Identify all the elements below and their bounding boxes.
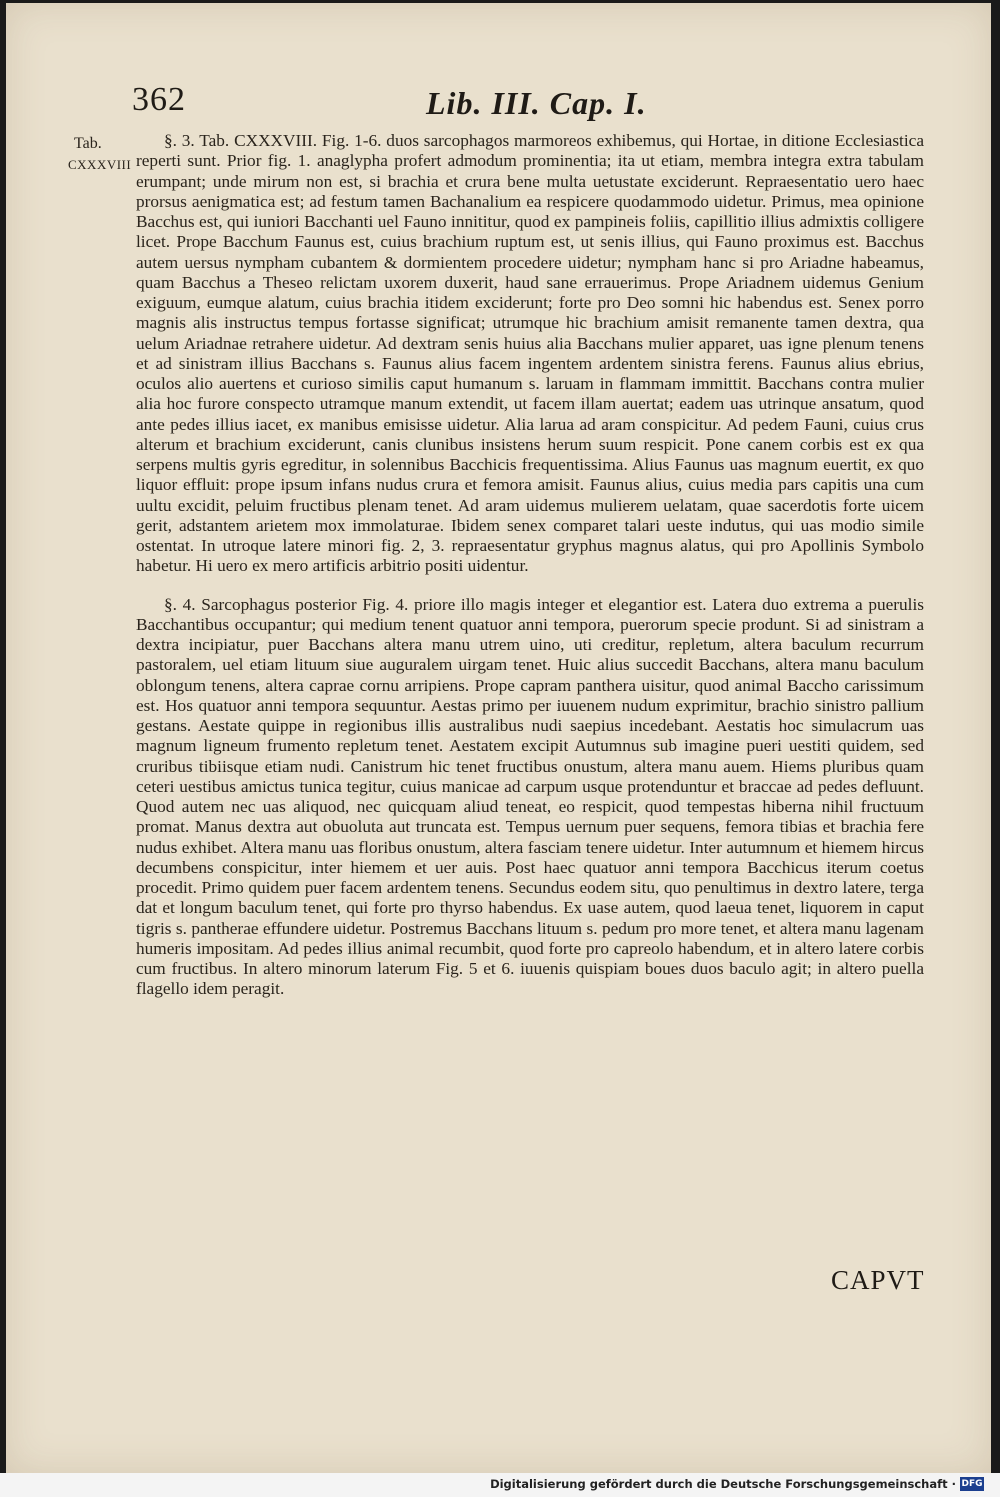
book-page <box>6 3 991 1473</box>
body-text <box>136 131 924 1000</box>
paragraph-section-4: §. 4. Sarcophagus posterior Fig. 4. priore illo magis integer et elegantior est. Latera duo extrema a puerulis Bacchantibus occupantur; qui medium tenent quatuor anni tempora, puerorum specie produnt. Si ad sinistram a dextra incipiatur, puer Bacchans altera manu utrem uino, uti creditur, repletum, altera baculum recurrum pastoralem, uel etiam lituum siue auguralem uirgam tenet. Huic alius succedit Bacchans, altera manu baculum oblongum tenens, altera caprae cornu arripiens. Prope capram panthera uisitur, quod animal Baccho carissimum est. Hos quatuor anni tempora sequuntur. Aestas primo per iuuenem nudum exprimitur, brachio sinistro pallium gestans. Aestate quippe in regionibus illis australibus nudi saepius incedebant. Aestatis hoc simulacrum uas magnum ligneum frumento repletum tenet. Aestatem excipit Autumnus sub imagine pueri uestiti quidem, sed cruribus tibiisque etiam nudi. Canistrum hic tenet fructibus onustum, altera manu auem. Hiems pluribus quam ceteri uestibus amictus tunica tegitur, cuius manicae ad carpum usque protenduntur et braccae ad pedes defluunt. Quod autem nec uas aliquod, nec quicquam aliud teneat, eo respicit, quod tempestas hiberna nihil fructuum promat. Manus dextra aut obuoluta aut truncata est. Tempus uernum puer sequens, femora tibias et brachia fere nudus exhibet. Altera manu uas floribus onustum, altera fasciam tenere uidetur. Inter autumnum et hiemem hircus decumbens conspicitur, inter hiemem et uer auis. Post haec quatuor anni tempora Bacchicus iterum coetus procedit. Primo quidem puer facem ardentem tenens. Secundus eodem situ, quo penultimus in dextro latere, terga dat et longum baculum tenet, qui forte pro thyrso habendus. Ex uase autem, quod laeua tenet, liquorem in caput tigris s. pantherae effundere uidetur. Postremus Bacchans lituum s. pedum pro more tenet, et altera manu lagenam humeris impositam. Ad pedes illius animal recumbit, quod forte pro capreolo habendum, et in altero latere corbis cum fructibus. In altero minorum laterum Fig. 5 et 6. iuuenis quispiam boues duos baculo agit; in altero puella flagello idem peragit. <box>136 594 924 999</box>
margin-tab-number: CXXXVIII <box>68 157 132 172</box>
footer-credit: Digitalisierung gefördert durch die Deutsche Forschungsgemeinschaft · <box>490 1477 956 1491</box>
footer-bar <box>0 1473 1000 1497</box>
catchword: CAPVT <box>831 1265 925 1295</box>
running-head: Lib. III. Cap. I. <box>426 85 647 121</box>
margin-note <box>68 133 131 175</box>
margin-tab-label: Tab. <box>74 135 102 152</box>
page-number: 362 <box>132 81 186 118</box>
paragraph-section-3: §. 3. Tab. CXXXVIII. Fig. 1-6. duos sarcophagos marmoreos exhibemus, qui Hortae, in ditione Ecclesiastica reperti sunt. Prior fig. 1. anaglypha profert admodum prominentia; ita ut etiam, membra integra extra tabulam erumpant; unde mirum non est, si brachia et crura bene multa uetustate exciderunt. Repraesentatio uero haec prorsus aenigmatica est; ad festum tamen Bachanalium ea respicere quodammodo uidetur. Primus, mea opinione Bacchus est, qui iuniori Bacchanti uel Fauno innititur, quod ex pampineis foliis, capillitio illius admixtis colligere licet. Prope Bacchum Faunus est, cuius brachium ruptum est, ut senis illius, qui Fauno proximus est. Bacchus autem uersus nympham cubantem & dormientem procedere uidetur; nympham hanc si pro Ariadne habeamus, quam Bacchus a Theseo relictam uxorem duxerit, haud sane errauerimus. Prope Ariadnem uidemus Genium exiguum, eumque alatum, cuius brachia itidem exciderunt; forte pro Deo somni hic habendus est. Senex porro magnis alis instructus tempus fortasse significat; utrumque hic brachium amisit remanente tamen dextra, qua uelum Ariadnae retrahere uidetur. Ad dextram senis huius alia Bacchans mulier apparet, uas igne plenum tenens et ad sinistram illius Bacchans s. Faunus alius facem ingentem ardentem sinistra ferens. Faunus alius ebrius, oculos alio auertens et curioso similis caput humanum s. laruam in flammam immittit. Bacchans contra mulier alia hoc furore conspecto utramque manum extendit, ut facem illam auertat; eadem uas utrinque ansatum, quod ante pedes illius iacet, ex manibus emisisse uidetur. Alia larua ad aram conspicitur. Ad pedem Fauni, cuius crus alterum et brachium exciderunt, canis clunibus insistens herum suum respicit. Pone canem corbis est ex qua serpens multis gyris egreditur, in solennibus Bacchicis frequentissima. Alius Faunus uas magnum euertit, ex quo liquor effluit: prope ipsum infans nudus crura et femora amisit. Faunus alius, cuius media pars capitis una cum uultu excidit, peluim fructibus plenam tenet. Ad aram uidemus mulierem uelatam, quae sacerdotis forte uicem gerit, adstantem arietem mox immolaturae. Ibidem senex comparet talari ueste indutus, qui uas modio simile ostentat. In utroque latere minori fig. 2, 3. repraesentatur gryphus magnus alatus, qui pro Apollinis Symbolo habetur. Hi uero ex mero artificis arbitrio positi uidentur. <box>136 131 924 576</box>
dfg-logo-icon: DFG <box>961 1479 983 1489</box>
